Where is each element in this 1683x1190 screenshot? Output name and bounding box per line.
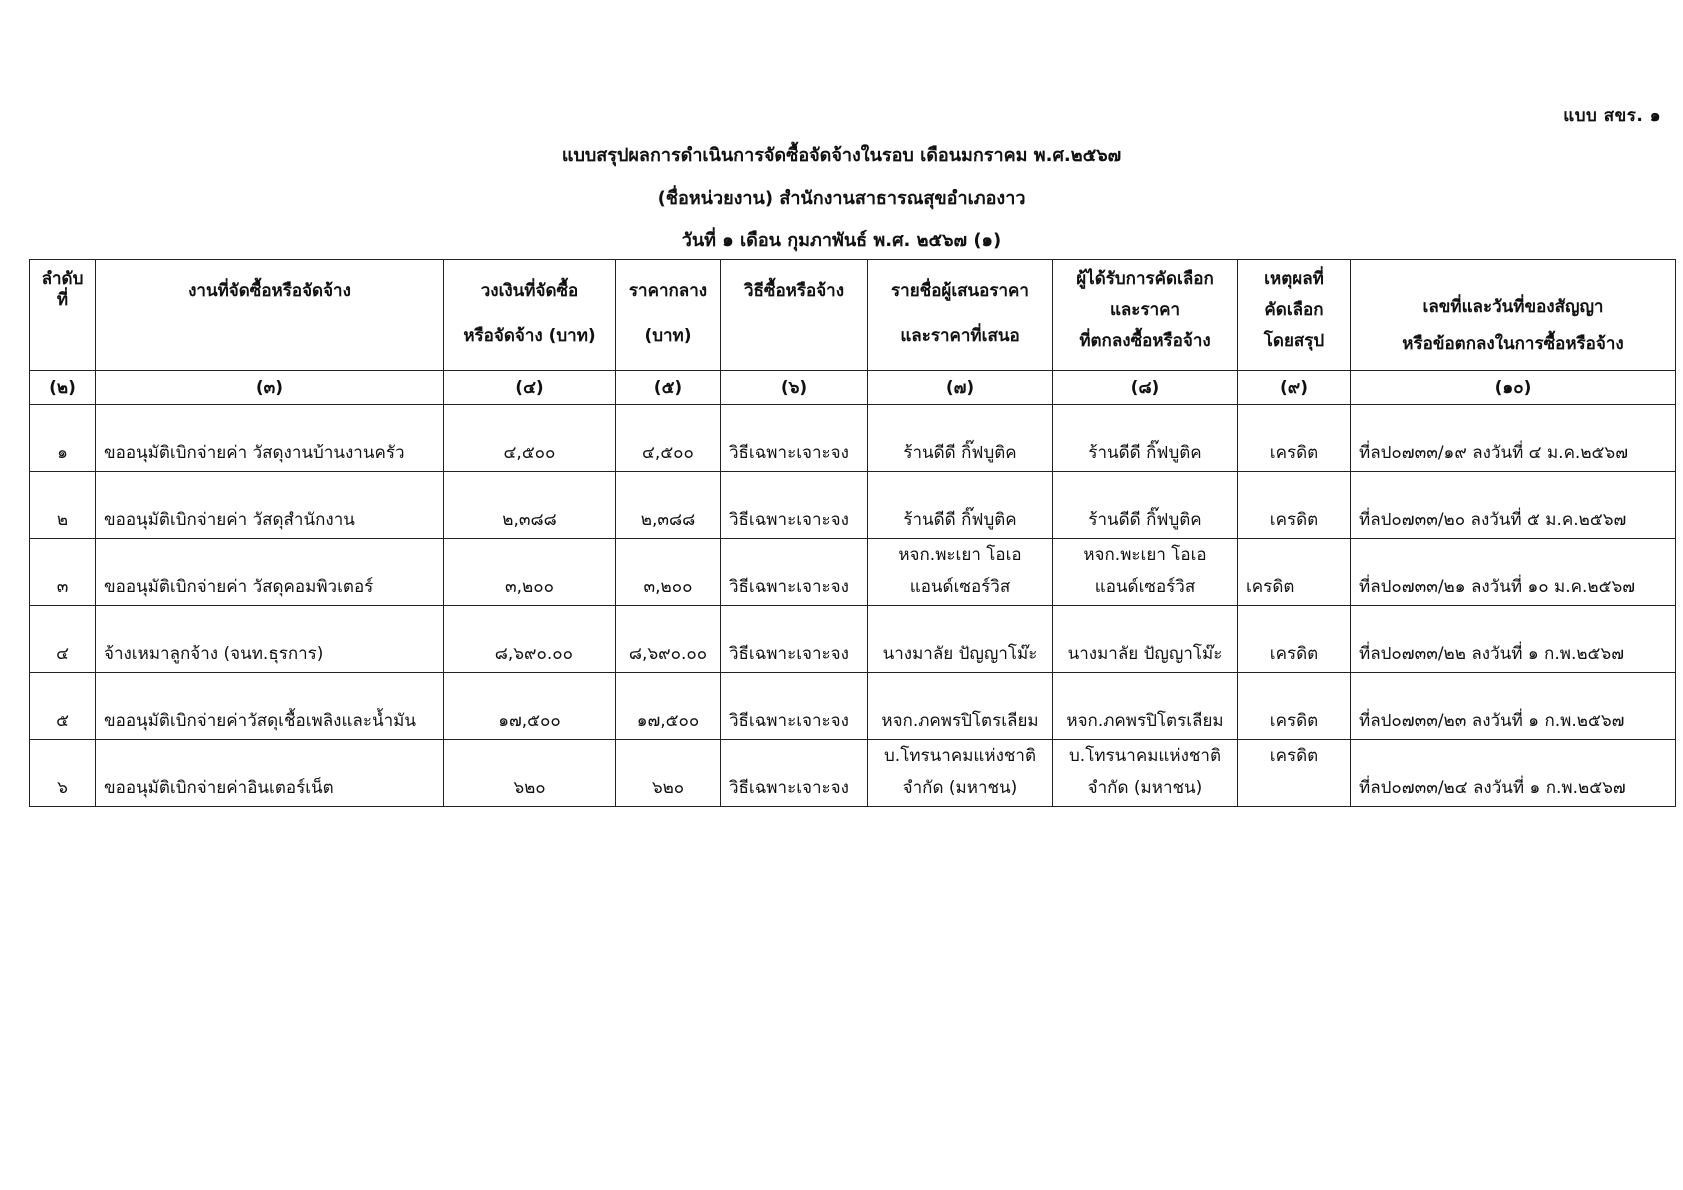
header-contract-line1: เลขที่และวันที่ของสัญญา (1422, 297, 1604, 317)
table-row (30, 606, 1676, 673)
row-bidder-line1: ร้านดีดี กิ๊ฟบูติค (903, 510, 1017, 530)
row-budget: ๑๗,๕๐๐ (444, 673, 616, 740)
row-bidders (868, 673, 1053, 740)
row-seq: ๑ (30, 405, 96, 472)
row-method: วิธีเฉพาะเจาะจง (721, 472, 868, 539)
procurement-table (29, 259, 1676, 807)
column-number: (๓) (96, 371, 444, 405)
header-seq (30, 260, 96, 371)
row-budget: ๖๒๐ (444, 740, 616, 807)
table-row (30, 539, 1676, 606)
row-median: ๔,๕๐๐ (616, 405, 721, 472)
row-budget: ๘,๖๙๐.๐๐ (444, 606, 616, 673)
row-method: วิธีเฉพาะเจาะจง (721, 740, 868, 807)
row-reason: เครดิต (1238, 673, 1351, 740)
row-winner-line1: ร้านดีดี กิ๊ฟบูติค (1088, 443, 1202, 463)
row-winner (1053, 673, 1238, 740)
row-bidders (868, 539, 1053, 606)
header-reason (1238, 260, 1351, 371)
header-winner (1053, 260, 1238, 371)
row-bidders (868, 606, 1053, 673)
row-work: ขออนุมัติเบิกจ่ายค่า วัสดุงานบ้านงานครัว (96, 405, 444, 472)
row-median: ๒,๓๘๘ (616, 472, 721, 539)
header-contract (1351, 260, 1676, 371)
header-winner-line1: ผู้ได้รับการคัดเลือก (1076, 269, 1214, 289)
header-budget-line1: วงเงินที่จัดซื้อ (480, 281, 579, 301)
row-contract: ที่ลป๐๗๓๓/๒๔ ลงวันที่ ๑ ก.พ.๒๕๖๗ (1351, 740, 1676, 807)
row-bidder-line2: จำกัด (มหาชน) (902, 778, 1018, 798)
row-winner (1053, 740, 1238, 807)
column-number: (๗) (868, 371, 1053, 405)
header-row (30, 260, 1676, 371)
row-budget: ๓,๒๐๐ (444, 539, 616, 606)
header-method (721, 260, 868, 371)
row-winner-line1: หจก.พะเยา โอเอ (1083, 545, 1207, 565)
row-bidder-line1: ร้านดีดี กิ๊ฟบูติค (903, 443, 1017, 463)
header-winner-line3: ที่ตกลงซื้อหรือจ้าง (1079, 331, 1211, 351)
header-seq-line2: ที่ (56, 290, 69, 310)
row-reason: เครดิต (1238, 539, 1351, 606)
header-contract-line2: หรือข้อตกลงในการซื้อหรือจ้าง (1402, 334, 1624, 354)
header-work (96, 260, 444, 371)
row-bidders (868, 740, 1053, 807)
row-winner (1053, 405, 1238, 472)
report-title: แบบสรุปผลการดำเนินการจัดซื้อจัดจ้างในรอบ เดือนมกราคม พ.ศ.๒๕๖๗ (561, 145, 1122, 166)
row-method: วิธีเฉพาะเจาะจง (721, 606, 868, 673)
agency-name: (ชื่อหน่วยงาน) สำนักงานสาธารณสุขอำเภองาว (657, 188, 1026, 209)
header-winner-line2: และราคา (1109, 300, 1181, 320)
header-budget (444, 260, 616, 371)
row-work: ขออนุมัติเบิกจ่ายค่า วัสดุคอมพิวเตอร์ (96, 539, 444, 606)
row-bidder-line1: นางมาลัย ปัญญาโม๊ะ (882, 644, 1038, 664)
row-work: ขออนุมัติเบิกจ่ายค่า วัสดุสำนักงาน (96, 472, 444, 539)
column-number: (๘) (1053, 371, 1238, 405)
header-bidders-line1: รายชื่อผู้เสนอราคา (891, 281, 1029, 301)
row-winner-line2: จำกัด (มหาชน) (1087, 778, 1203, 798)
row-median: ๘,๖๙๐.๐๐ (616, 606, 721, 673)
report-date: วันที่ ๑ เดือน กุมภาพันธ์ พ.ศ. ๒๕๖๗ (๑) (681, 230, 1002, 251)
row-work: ขออนุมัติเบิกจ่ายค่าวัสดุเชื้อเพลิงและน้ำมัน (96, 673, 444, 740)
table-row (30, 472, 1676, 539)
row-bidder-line1: บ.โทรนาคมแห่งชาติ (884, 746, 1036, 766)
row-winner-line2: แอนด์เซอร์วิส (1094, 577, 1196, 597)
column-number: (๙) (1238, 371, 1351, 405)
form-code: แบบ สขร. ๑ (1563, 106, 1661, 126)
row-contract: ที่ลป๐๗๓๓/๒๑ ลงวันที่ ๑๐ ม.ค.๒๕๖๗ (1351, 539, 1676, 606)
row-seq: ๕ (30, 673, 96, 740)
row-reason: เครดิต (1238, 606, 1351, 673)
column-number: (๔) (444, 371, 616, 405)
row-winner (1053, 606, 1238, 673)
column-number: (๑๐) (1351, 371, 1676, 405)
row-reason: เครดิต (1238, 405, 1351, 472)
header-median (616, 260, 721, 371)
header-method-label: วิธีซื้อหรือจ้าง (743, 281, 845, 301)
row-method: วิธีเฉพาะเจาะจง (721, 673, 868, 740)
row-contract: ที่ลป๐๗๓๓/๒๐ ลงวันที่ ๕ ม.ค.๒๕๖๗ (1351, 472, 1676, 539)
row-work: จ้างเหมาลูกจ้าง (จนท.ธุรการ) (96, 606, 444, 673)
header-seq-line1: ลำดับ (41, 269, 84, 289)
row-reason: เครดิต (1238, 472, 1351, 539)
row-bidders (868, 405, 1053, 472)
table-row (30, 673, 1676, 740)
row-winner-line1: ร้านดีดี กิ๊ฟบูติค (1088, 510, 1202, 530)
row-contract: ที่ลป๐๗๓๓/๒๓ ลงวันที่ ๑ ก.พ.๒๕๖๗ (1351, 673, 1676, 740)
header-budget-line2: หรือจัดจ้าง (บาท) (463, 326, 596, 346)
row-winner-line1: นางมาลัย ปัญญาโม๊ะ (1067, 644, 1223, 664)
row-winner (1053, 472, 1238, 539)
row-median: ๑๗,๕๐๐ (616, 673, 721, 740)
row-bidder-line2: แอนด์เซอร์วิส (909, 577, 1011, 597)
table-row (30, 405, 1676, 472)
row-seq: ๖ (30, 740, 96, 807)
row-winner-line1: หจก.ภคพรปิโตรเลียม (1066, 711, 1224, 731)
row-bidder-line1: หจก.พะเยา โอเอ (898, 545, 1022, 565)
row-median: ๓,๒๐๐ (616, 539, 721, 606)
row-work: ขออนุมัติเบิกจ่ายค่าอินเตอร์เน็ต (96, 740, 444, 807)
row-seq: ๒ (30, 472, 96, 539)
header-work-label: งานที่จัดซื้อหรือจัดจ้าง (188, 281, 351, 301)
row-seq: ๔ (30, 606, 96, 673)
table-row (30, 740, 1676, 807)
row-median: ๖๒๐ (616, 740, 721, 807)
column-number: (๒) (30, 371, 96, 405)
row-seq: ๓ (30, 539, 96, 606)
row-contract: ที่ลป๐๗๓๓/๒๒ ลงวันที่ ๑ ก.พ.๒๕๖๗ (1351, 606, 1676, 673)
row-contract: ที่ลป๐๗๓๓/๑๙ ลงวันที่ ๔ ม.ค.๒๕๖๗ (1351, 405, 1676, 472)
row-bidder-line1: หจก.ภคพรปิโตรเลียม (881, 711, 1039, 731)
header-reason-line3: โดยสรุป (1263, 331, 1325, 351)
row-budget: ๒,๓๘๘ (444, 472, 616, 539)
header-median-line2: (บาท) (644, 326, 692, 346)
row-reason: เครดิต (1238, 740, 1351, 807)
column-number: (๕) (616, 371, 721, 405)
column-number-row (30, 371, 1676, 405)
header-reason-line2: คัดเลือก (1264, 300, 1324, 320)
header-reason-line1: เหตุผลที่ (1264, 269, 1324, 289)
header-bidders-line2: และราคาที่เสนอ (900, 326, 1020, 346)
row-method: วิธีเฉพาะเจาะจง (721, 405, 868, 472)
column-number: (๖) (721, 371, 868, 405)
row-bidders (868, 472, 1053, 539)
header-bidders (868, 260, 1053, 371)
row-winner-line1: บ.โทรนาคมแห่งชาติ (1069, 746, 1221, 766)
row-method: วิธีเฉพาะเจาะจง (721, 539, 868, 606)
header-median-line1: ราคากลาง (628, 281, 708, 301)
row-budget: ๔,๕๐๐ (444, 405, 616, 472)
row-winner (1053, 539, 1238, 606)
